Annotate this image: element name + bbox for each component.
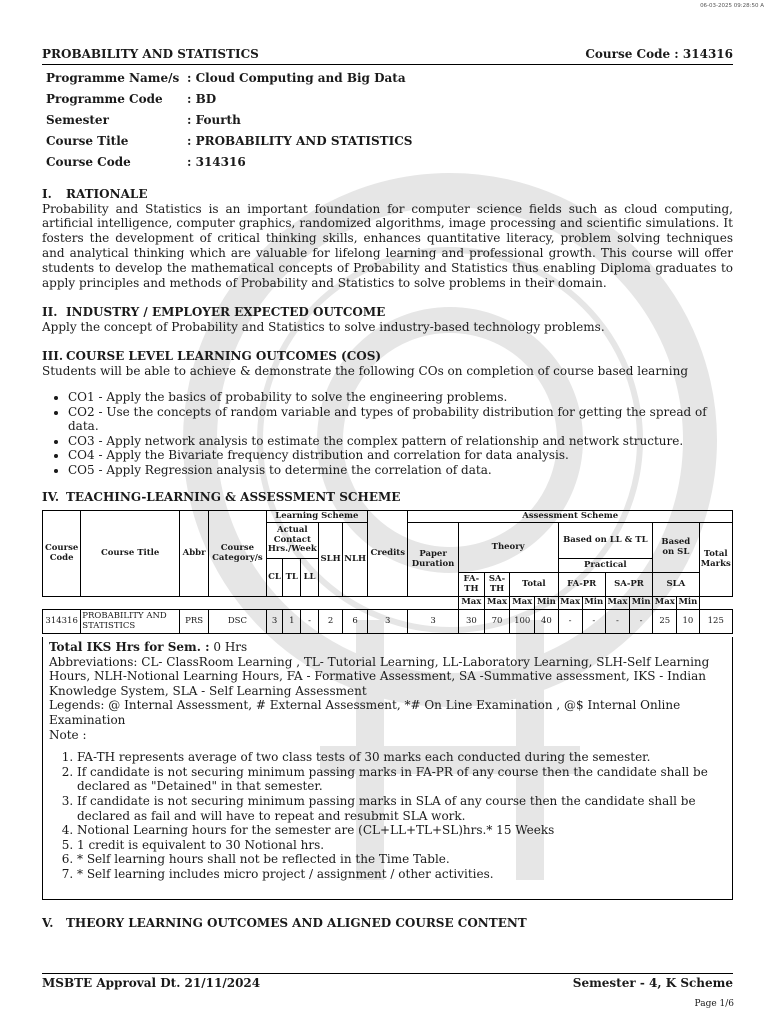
table-row xyxy=(43,610,733,634)
cell-sa-pr-min: - xyxy=(630,610,653,634)
industry-section xyxy=(42,305,733,334)
list-item: • CO4 - Apply the Bivariate frequency distribution and correlation for data analysis. xyxy=(68,448,733,463)
th-fa-th: FA-TH xyxy=(458,573,484,597)
print-timestamp: 06-03-2025 09:28:50 A xyxy=(700,3,764,9)
info-row xyxy=(46,152,412,173)
th-total-marks: Total Marks xyxy=(699,523,732,597)
list-item: • CO2 - Use the concepts of random variable and types of probability distribution for getting the spread of data. xyxy=(68,405,733,434)
cell-total-max: 100 xyxy=(510,610,535,634)
info-row xyxy=(46,68,412,89)
th-max: Max xyxy=(558,597,582,610)
info-label: Course Title xyxy=(46,134,129,149)
cell-category: DSC xyxy=(209,610,266,634)
th-based-ll-tl: Based on LL & TL xyxy=(558,523,653,559)
header-course-code: Course Code : 314316 xyxy=(585,47,733,61)
th-sa-pr: SA-PR xyxy=(605,573,652,597)
info-label: Course Code xyxy=(46,155,131,170)
list-item: 2. If candidate is not securing minimum passing marks in FA-PR of any course then the candidate shall be declared as "Detained" in that semester. xyxy=(77,765,726,794)
cell-sla-min: 10 xyxy=(677,610,699,634)
section-heading: IV. TEACHING-LEARNING & ASSESSMENT SCHEME xyxy=(42,490,401,504)
th-course-title: Course Title xyxy=(81,511,180,597)
th-min: Min xyxy=(630,597,653,610)
list-item: 7. * Self learning includes micro project / assignment / other activities. xyxy=(77,867,726,882)
th-practical: Practical xyxy=(558,559,653,573)
th-fa-pr: FA-PR xyxy=(558,573,605,597)
note-label: Note : xyxy=(49,727,87,742)
rationale-text: Probability and Statistics is an important foundation for computer science fields such as cloud computing, artificial intelligence, computer graphics, randomized algorithms, image processing and scientific simulations. It fosters the development of critical thinking skills, enhances quantitative literacy, problem solving techniques and analytical thinking which are valuable for lifelong learning and professional growth. This course will offer students to develop the mathematical concepts of Probability and Statistics thus enabling Diploma graduates to apply principles and methods of Probability and Statistics to solve problems in their domain. xyxy=(42,201,733,290)
cell-credits: 3 xyxy=(368,610,408,634)
industry-text: Apply the concept of Probability and Statistics to solve industry-based technology problems. xyxy=(42,319,605,334)
list-item: • CO3 - Apply network analysis to estimate the complex pattern of relationship and network structure. xyxy=(68,434,733,449)
th-min: Min xyxy=(582,597,605,610)
th-theory: Theory xyxy=(458,523,558,573)
cell-total-min: 40 xyxy=(535,610,558,634)
section-heading: V. THEORY LEARNING OUTCOMES AND ALIGNED COURSE CONTENT xyxy=(42,916,527,930)
iks-hours xyxy=(49,640,726,655)
th-max: Max xyxy=(605,597,629,610)
th-tl: TL xyxy=(283,559,301,597)
info-value: : Cloud Computing and Big Data xyxy=(187,71,406,86)
cell-fa-th-max: 30 xyxy=(458,610,484,634)
th-actual-contact: Actual Contact Hrs./Week xyxy=(266,523,318,559)
info-value: : 314316 xyxy=(187,155,246,170)
info-label: Semester xyxy=(46,113,109,128)
info-row xyxy=(46,110,412,131)
info-value: : PROBABILITY AND STATISTICS xyxy=(187,134,413,149)
th-min: Min xyxy=(535,597,558,610)
cell-fa-pr-min: - xyxy=(582,610,605,634)
info-label: Programme Code xyxy=(46,92,163,107)
cell-sla-max: 25 xyxy=(653,610,677,634)
cell-sa-pr-max: - xyxy=(605,610,629,634)
course-info-table xyxy=(46,68,412,173)
info-label: Programme Name/s xyxy=(46,71,180,86)
th-nlh: NLH xyxy=(343,523,368,597)
info-row xyxy=(46,89,412,110)
th-spacer xyxy=(43,597,459,610)
list-item: • CO5 - Apply Regression analysis to determine the correlation of data. xyxy=(68,463,733,478)
cell-course-title: PROBABILITY AND STATISTICS xyxy=(81,610,180,634)
iks-value: 0 Hrs xyxy=(213,640,248,654)
th-total: Total xyxy=(510,573,558,597)
section-heading: I. RATIONALE xyxy=(42,187,148,201)
scheme-section-heading xyxy=(42,490,733,505)
cos-intro: Students will be able to achieve & demonstrate the following COs on completion of course based learning xyxy=(42,363,689,378)
cell-paper-duration: 3 xyxy=(408,610,458,634)
rationale-section xyxy=(42,187,733,290)
th-max: Max xyxy=(484,597,509,610)
th-spacer xyxy=(699,597,732,610)
th-paper-duration: Paper Duration xyxy=(408,523,458,597)
cell-tl: 1 xyxy=(283,610,301,634)
info-row xyxy=(46,131,412,152)
cell-cl: 3 xyxy=(266,610,283,634)
page-footer xyxy=(42,973,733,991)
cell-course-code: 314316 xyxy=(43,610,81,634)
abbreviations-text: Abbreviations: CL- ClassRoom Learning , TL- Tutorial Learning, LL-Laboratory Learning, SLH-Self Learning Hours, NLH-Notional Learning Hours, FA - Formative Assessment, SA -Summative assessment, IKS - Indian Knowledge System, SLA - Self Learning Assessment xyxy=(49,654,710,698)
list-item: 5. 1 credit is equivalent to 30 Notional hrs. xyxy=(77,838,726,853)
th-abbr: Abbr xyxy=(180,511,209,597)
info-value: : BD xyxy=(187,92,217,107)
th-max: Max xyxy=(458,597,484,610)
list-item: 6. * Self learning hours shall not be reflected in the Time Table. xyxy=(77,852,726,867)
cos-list xyxy=(42,390,733,477)
notes-box xyxy=(42,637,733,900)
teaching-assessment-table xyxy=(42,510,733,634)
list-item: 4. Notional Learning hours for the semester are (CL+LL+TL+SL)hrs.* 15 Weeks xyxy=(77,823,726,838)
cos-section xyxy=(42,349,733,477)
th-learning-scheme: Learning Scheme xyxy=(266,511,367,523)
th-max: Max xyxy=(653,597,677,610)
iks-label: Total IKS Hrs for Sem. : xyxy=(49,640,210,654)
theory-section-heading xyxy=(42,916,733,931)
cell-abbr: PRS xyxy=(180,610,209,634)
th-slh: SLH xyxy=(318,523,342,597)
cell-ll: - xyxy=(301,610,319,634)
footer-semester: Semester - 4, K Scheme xyxy=(572,976,733,990)
legends-text: Legends: @ Internal Assessment, # External Assessment, *# On Line Examination , @$ Internal Online Examination xyxy=(49,698,681,727)
section-heading: II. INDUSTRY / EMPLOYER EXPECTED OUTCOME xyxy=(42,305,386,319)
th-sla: SLA xyxy=(653,573,699,597)
info-value: : Fourth xyxy=(187,113,241,128)
page-header xyxy=(42,47,733,65)
cell-sa-th-max: 70 xyxy=(484,610,509,634)
th-credits: Credits xyxy=(368,511,408,597)
th-cl: CL xyxy=(266,559,283,597)
list-item: 3. If candidate is not securing minimum passing marks in SLA of any course then the candidate shall be declared as fail and will have to repeat and resubmit SLA work. xyxy=(77,794,726,823)
cell-total-marks: 125 xyxy=(699,610,732,634)
footer-approval: MSBTE Approval Dt. 21/11/2024 xyxy=(42,976,261,990)
th-category: Course Category/s xyxy=(209,511,266,597)
th-assessment-scheme: Assessment Scheme xyxy=(408,511,733,523)
header-course-name: PROBABILITY AND STATISTICS xyxy=(42,47,259,61)
list-item: 1. FA-TH represents average of two class tests of 30 marks each conducted during the semester. xyxy=(77,750,726,765)
th-ll: LL xyxy=(301,559,319,597)
page-number: Page 1/6 xyxy=(694,999,734,1009)
cell-slh: 2 xyxy=(318,610,342,634)
th-based-sl: Based on SL xyxy=(653,523,699,573)
list-item: • CO1 - Apply the basics of probability to solve the engineering problems. xyxy=(68,390,733,405)
th-max: Max xyxy=(510,597,535,610)
section-heading: III. COURSE LEVEL LEARNING OUTCOMES (COS) xyxy=(42,349,382,363)
notes-list xyxy=(49,750,726,881)
th-course-code: Course Code xyxy=(43,511,81,597)
th-min: Min xyxy=(677,597,699,610)
cell-fa-pr-max: - xyxy=(558,610,582,634)
cell-nlh: 6 xyxy=(343,610,368,634)
th-sa-th: SA-TH xyxy=(484,573,509,597)
